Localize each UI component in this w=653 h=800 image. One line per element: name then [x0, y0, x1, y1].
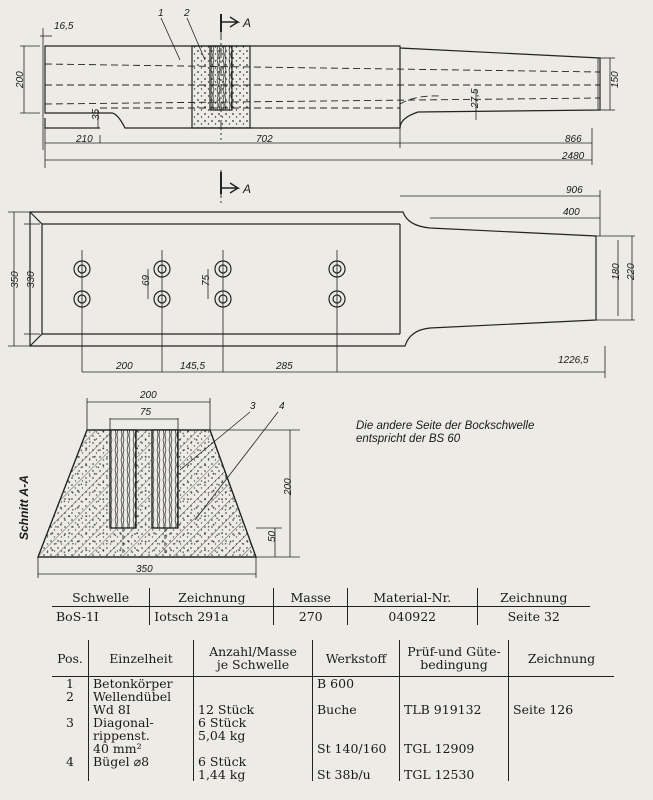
dim-200-section-height: 200 — [283, 478, 294, 495]
header-einzelheit: Einzelheit — [89, 640, 194, 677]
cell-material: St 38b/u — [313, 755, 400, 781]
dim-906: 906 — [566, 185, 583, 196]
header-werkstoff: Werkstoff — [313, 640, 400, 677]
section-marker-plan — [221, 172, 251, 196]
dim-220: 220 — [626, 263, 637, 280]
pos-label-2: 2 — [184, 8, 190, 19]
cell-drawing — [509, 755, 615, 781]
header-schwelle: Schwelle — [52, 588, 150, 607]
note-line-1: Die andere Seite der Bockschwelle — [356, 420, 535, 432]
dim-2480: 2480 — [562, 151, 585, 162]
dim-69: 69 — [141, 274, 152, 286]
pos-label-3: 3 — [250, 401, 256, 412]
header-pruef-bedingung: Prüf-und Güte- bedingung — [400, 640, 509, 677]
plan-dim-labels — [10, 185, 637, 372]
table-header-row — [52, 588, 590, 607]
table-row — [52, 716, 614, 755]
cell-qty: 6 Stück 1,44 kg — [194, 755, 313, 781]
dim-16-5: 16,5 — [54, 21, 74, 32]
pos-label-1: 1 — [158, 8, 164, 19]
cell-test: TGL 12530 — [400, 755, 509, 781]
table-row — [52, 607, 590, 626]
header-zeichnung: Zeichnung — [150, 588, 274, 607]
dim-50: 50 — [267, 530, 278, 542]
cell-masse: 270 — [274, 607, 348, 626]
dim-400: 400 — [563, 207, 580, 218]
cell-drawing — [509, 716, 615, 755]
cell-test: TLB 919132 — [400, 677, 509, 717]
dim-200-height: 200 — [15, 71, 26, 88]
dim-1226-5: 1226,5 — [558, 355, 589, 366]
dim-285: 285 — [276, 361, 293, 372]
cell-pos: 4 — [52, 755, 89, 781]
header-zeichnung-2: Zeichnung — [477, 588, 590, 607]
parts-list-table — [52, 640, 614, 781]
header-masse: Masse — [274, 588, 348, 607]
cell-item: Bügel ⌀8 — [89, 755, 194, 781]
elevation-dimensions — [20, 28, 615, 168]
cell-drawing: Seite 126 — [513, 702, 574, 717]
cell-material-nr: 040922 — [348, 607, 477, 626]
dim-27-5: 27,5 — [470, 88, 481, 108]
dim-200-section-top: 200 — [140, 390, 157, 401]
header-material-nr: Material-Nr. — [348, 588, 477, 607]
section-mark-a-plan: A — [243, 182, 252, 196]
note-line-2: entspricht der BS 60 — [356, 433, 461, 445]
sleeper-summary-table — [52, 588, 590, 625]
dim-200-plan: 200 — [116, 361, 133, 372]
dim-210: 210 — [76, 134, 93, 145]
cell-item: Diagonal- rippenst. 40 mm² — [89, 716, 194, 755]
drawing-note — [356, 420, 534, 446]
plan-dimensions — [8, 190, 635, 378]
cell-material: St 140/160 — [313, 716, 400, 755]
header-anzahl-masse: Anzahl/Masse je Schwelle — [194, 640, 313, 677]
section-mark-a-top: A — [243, 16, 252, 30]
dim-145-5: 145,5 — [180, 361, 206, 372]
pos-label-4: 4 — [279, 401, 285, 412]
cell-qty: 12 Stück — [194, 677, 313, 717]
header-zeichnung: Zeichnung — [509, 640, 615, 677]
cell-pos: 1 2 — [52, 677, 89, 717]
table-row — [52, 755, 614, 781]
cell-test: TGL 12909 — [400, 716, 509, 755]
cell-material: B 600 Buche — [313, 677, 400, 717]
elevation-view — [45, 30, 600, 140]
dim-350-section: 350 — [136, 564, 153, 575]
cell-zeichnung: Iotsch 291a — [150, 607, 274, 626]
cell-zeichnung-2: Seite 32 — [507, 608, 560, 624]
dim-350-plan: 350 — [10, 271, 21, 288]
header-pos: Pos. — [52, 640, 89, 677]
cell-pos: 3 — [52, 716, 89, 755]
dim-866: 866 — [565, 134, 582, 145]
cell-schwelle: BoS-1I — [52, 607, 150, 626]
dim-702: 702 — [256, 134, 273, 145]
cell-qty: 6 Stück 5,04 kg — [194, 716, 313, 755]
cell-item: Betonkörper Wellendübel Wd 8I — [89, 677, 194, 717]
dim-180: 180 — [611, 263, 622, 280]
table-header-row — [52, 640, 614, 677]
section-title: Schnitt A-A — [17, 475, 31, 540]
dim-75-section: 75 — [140, 407, 152, 418]
dim-35: 35 — [91, 108, 102, 120]
dim-150: 150 — [610, 71, 621, 88]
table-row — [52, 677, 614, 717]
dim-330: 330 — [26, 271, 37, 288]
dim-75-plan: 75 — [201, 274, 212, 286]
plan-view — [30, 170, 596, 372]
section-aa-view — [38, 430, 256, 557]
